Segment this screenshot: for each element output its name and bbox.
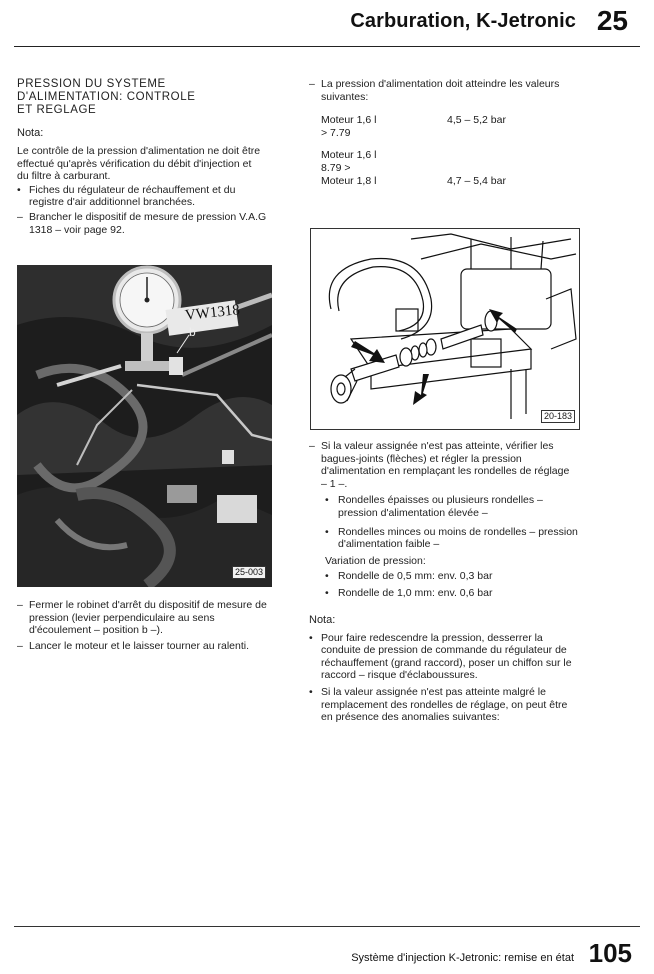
spec-suffix: > 7.79 [321, 126, 351, 139]
bullet-marker: • [325, 494, 329, 507]
list-item [325, 587, 581, 600]
list-item [325, 570, 581, 583]
bullet-marker: • [325, 586, 329, 599]
bullet-marker: • [309, 631, 313, 644]
dash-marker: – [17, 639, 23, 652]
regulator-illustration [311, 229, 579, 429]
list-item-text: Rondelle de 0,5 mm: env. 0,3 bar [338, 570, 493, 583]
spec-row [321, 149, 581, 162]
bullet-marker: • [325, 525, 329, 538]
list-item-text: La pression d'alimentation doit atteindre les valeurs suivantes: [321, 78, 560, 103]
heading-line: ET REGLAGE [17, 104, 97, 116]
list-item [17, 211, 281, 236]
right-column [309, 78, 581, 187]
bullet-marker: • [325, 570, 329, 583]
intro-paragraph: Le contrôle de la pression d'alimentation ne doit être effectué qu'après vérification du débit d'injection et du filtre à carburant. [17, 145, 261, 183]
list-item [309, 440, 571, 490]
spec-engine: Moteur 1,8 l [321, 174, 377, 187]
spec-value: 4,5 – 5,2 bar [447, 114, 506, 127]
page-number: 105 [588, 938, 632, 968]
nota-label: Nota: [309, 613, 336, 626]
footer-divider [14, 926, 640, 927]
list-item-text: Fiches du régulateur de réchauffement et du registre d'air additionnel branchées. [29, 183, 236, 209]
dash-marker: – [309, 78, 315, 90]
list-item [309, 686, 569, 724]
section-title: Carburation, K-Jetronic [350, 10, 576, 32]
heading-line: PRESSION DU SYSTEME [17, 78, 166, 90]
spec-row-suffix [321, 162, 581, 175]
right-column-after [309, 440, 581, 724]
spec-row [321, 175, 581, 188]
list-item-text: Rondelles épaisses ou plusieurs rondelles – pression d'alimentation élevée – [338, 494, 543, 519]
position-label-b: b [189, 325, 196, 339]
list-item-text: Pour faire redescendre la pression, desserrer la conduite de pression de commande du régulateur de réchauffement (grand raccord), poser un chiffon sur le raccord – risque d'éclaboussures. [321, 631, 572, 682]
list-item [325, 526, 578, 551]
pressure-regulator-drawing [310, 228, 580, 430]
list-item [17, 184, 269, 209]
list-item-text: Brancher le dispositif de mesure de pression V.A.G 1318 – voir page 92. [29, 210, 267, 236]
list-item-text: Fermer le robinet d'arrêt du dispositif de mesure de pression (levier perpendiculaire au sens d'écoulement – position b –). [29, 599, 267, 637]
bullet-marker: • [309, 685, 313, 698]
engine-photo [17, 265, 272, 587]
spec-table [309, 114, 581, 187]
list-item [17, 599, 275, 637]
variation-label: Variation de pression: [325, 554, 426, 567]
list-item [309, 78, 579, 103]
left-column-after [17, 599, 275, 652]
spec-engine: Moteur 1,6 l [321, 114, 377, 127]
list-item-text: Rondelles minces ou moins de rondelles – pression d'alimentation faible – [338, 525, 578, 551]
washer-list [309, 494, 581, 599]
procedure-heading [17, 78, 279, 117]
bullet-marker: • [17, 183, 21, 196]
dash-marker: – [309, 440, 315, 452]
spec-row-suffix [321, 127, 581, 140]
list-item-text: Si la valeur assignée n'est pas atteinte malgré le remplacement des rondelles de réglage, on peut être en présence des anomalies suivantes: [321, 685, 568, 724]
figure-id: 25-003 [232, 566, 266, 579]
tool-label: VW1318 [184, 302, 241, 324]
list-item [17, 640, 275, 653]
heading-line: D'ALIMENTATION: CONTROLE [17, 91, 196, 103]
list-item-text: Lancer le moteur et le laisser tourner au ralenti. [29, 639, 250, 652]
header-divider [14, 46, 640, 47]
spec-row [321, 114, 581, 127]
spec-engine: Moteur 1,6 l [321, 149, 377, 162]
footer-title: Système d'injection K-Jetronic: remise en état [351, 952, 574, 964]
dash-marker: – [17, 210, 23, 223]
list-item-text: Si la valeur assignée n'est pas atteinte, vérifier les bagues-joints (flèches) et régler la pression d'alimentation en remplaçant les rondelles de réglage – 1 –. [321, 440, 570, 490]
left-column [17, 78, 279, 236]
nota-label: Nota: [17, 127, 44, 139]
list-item-text: Rondelle de 1,0 mm: env. 0,6 bar [338, 586, 493, 599]
figure-id: 20-183 [541, 410, 575, 423]
list-item [325, 494, 578, 519]
dash-marker: – [17, 599, 23, 611]
spec-value: 4,7 – 5,4 bar [447, 174, 506, 187]
list-item [309, 632, 573, 682]
spec-suffix: 8.79 > [321, 161, 351, 174]
chapter-number: 25 [596, 5, 628, 36]
